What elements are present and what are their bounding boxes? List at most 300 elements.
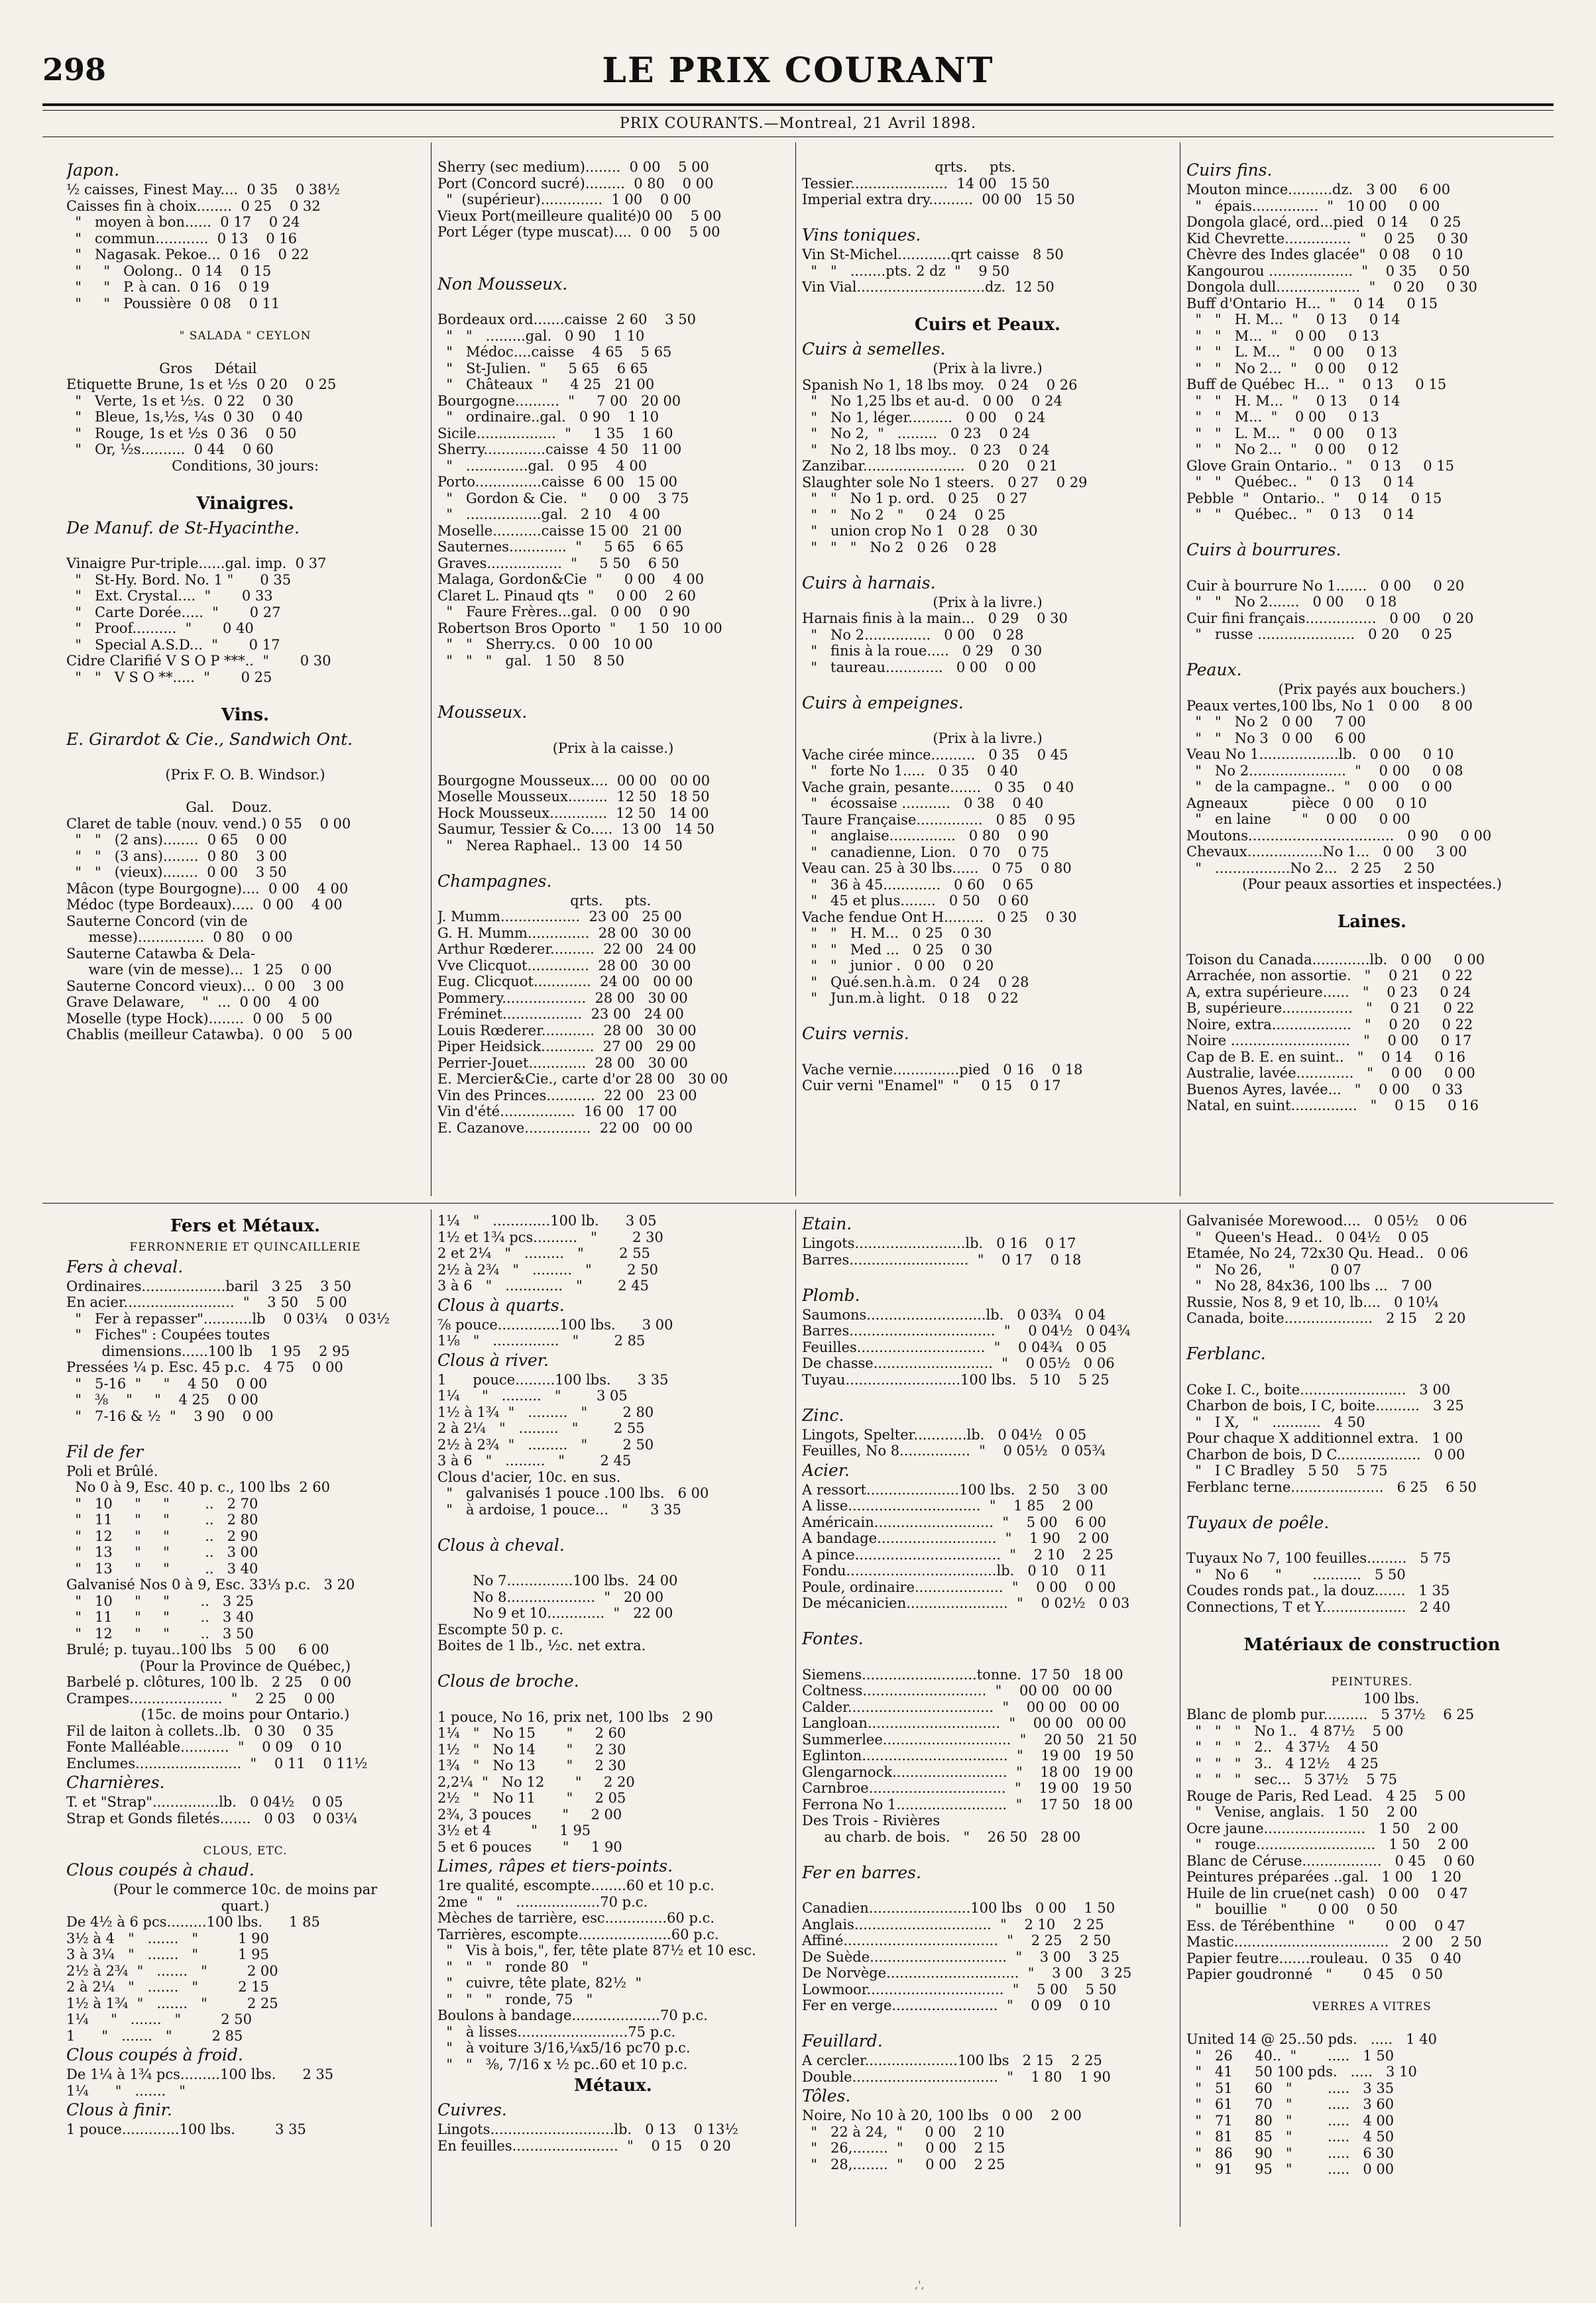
- price-line: A pince................................. " 2 10 2 25: [802, 1546, 1113, 1563]
- price-line: " ordinaire..gal. 0 90 1 10: [437, 409, 659, 425]
- price-line: " I C Bradley 5 50 5 75: [1186, 1463, 1388, 1479]
- price-line: Siemens..........................tonne. 17 50 18 00: [802, 1666, 1123, 1683]
- price-line: [802, 1612, 1173, 1628]
- price-line: De chasse........................... " 0 05½ 0 06: [802, 1355, 1115, 1371]
- price-line: 3 à 3¼ " ....... " 1 95: [66, 1946, 269, 1962]
- price-line: 3½ à 4 " ....... " 1 90: [66, 1930, 269, 1946]
- price-line: " No 1, léger.......... 0 00 0 24: [802, 409, 1046, 425]
- note-line: " SALADA " CEYLON: [179, 329, 312, 343]
- subsection-heading: Plomb.: [802, 1285, 860, 1305]
- price-line: Cuir verni "Enamel" " 0 15 0 17: [802, 1078, 1061, 1094]
- price-line: " en laine " 0 00 0 00: [1186, 811, 1410, 827]
- price-line: Connections, T et Y................... 2 40: [1186, 1599, 1451, 1615]
- price-line: Vache vernie...............pied 0 16 0 18: [802, 1061, 1083, 1078]
- price-line: A, extra supérieure...... " 0 23 0 24: [1186, 983, 1471, 1000]
- price-line: Sherry (sec medium)........ 0 00 5 00: [437, 159, 709, 175]
- price-line: " 71 80 " ..... 4 00: [1186, 2112, 1395, 2129]
- price-line: [66, 751, 424, 767]
- column-teas-vinegars-wines: [66, 159, 424, 1193]
- price-line: " No 28, 84x36, 100 lbs ... 7 00: [1186, 1278, 1432, 1294]
- price-line: " 13 " " .. 3 00: [66, 1544, 258, 1560]
- price-line: [1186, 561, 1558, 578]
- price-line: " 51 60 " ..... 3 35: [1186, 2080, 1395, 2096]
- price-line: Porto...............caisse 6 00 15 00: [437, 474, 678, 490]
- price-line: [437, 669, 789, 685]
- price-line: Noire, extra.................. " 0 20 0 22: [1186, 1016, 1473, 1033]
- price-line: " 61 70 " ..... 3 60: [1186, 2096, 1395, 2112]
- price-line: " moyen à bon...... 0 17 0 24: [66, 214, 300, 230]
- price-line: J. Mumm.................. 23 00 25 00: [437, 909, 682, 925]
- price-line: 3½ et 4 " 1 95: [437, 1823, 591, 1838]
- price-line: " " No 2 " 0 24 0 25: [802, 506, 1006, 523]
- price-line: Russie, Nos 8, 9 et 10, lb.... 0 10¼: [1186, 1294, 1439, 1310]
- price-line: Sauterne Catawba & Dela-: [66, 945, 256, 962]
- price-line: " .................gal. 2 10 4 00: [437, 506, 661, 522]
- subsection-heading: Clous à river.: [437, 1350, 549, 1370]
- price-line: Port Léger (type muscat).... 0 00 5 00: [437, 224, 720, 240]
- price-line: Perrier-Jouet............. 28 00 30 00: [437, 1054, 688, 1071]
- subsection-heading: Clous à finir.: [66, 2100, 172, 2119]
- price-line: " " " No 1.. 4 87½ 5 00: [1186, 1722, 1404, 1739]
- price-line: " Ext. Crystal.... " 0 33: [66, 588, 273, 604]
- price-line: Dongola glacé, ord...pied 0 14 0 25: [1186, 214, 1461, 230]
- price-line: Chèvre des Indes glacée" 0 08 0 10: [1186, 247, 1463, 262]
- price-line: " 22 à 24, " 0 00 2 10: [802, 2123, 1005, 2140]
- price-line: Kangourou ................... " 0 35 0 50: [1186, 262, 1470, 279]
- column-nails-files-metals: [437, 1213, 789, 2227]
- price-line: Chablis (meilleur Catawba). 0 00 5 00: [66, 1027, 353, 1042]
- price-line: [437, 1518, 789, 1534]
- price-line: Anglais............................... " 2 10 2 25: [802, 1916, 1104, 1933]
- price-line: 2¾, 3 pouces " 2 00: [437, 1806, 622, 1823]
- price-line: " russe ...................... 0 20 0 25: [1186, 626, 1453, 642]
- price-line: United 14 @ 25..50 pds. ..... 1 40: [1186, 2031, 1437, 2047]
- price-line: 2½ à 2¾ " ....... " 2 00: [66, 1962, 278, 1979]
- column-divider: [795, 142, 796, 1196]
- price-line: " " H. M... " 0 13 0 14: [1186, 392, 1400, 409]
- price-line: Saumons...........................lb. 0 03¾ 0 04: [802, 1306, 1106, 1323]
- price-line: Gal. Douz.: [66, 799, 272, 815]
- price-line: Glove Grain Ontario.. " 0 13 0 15: [1186, 457, 1455, 474]
- subsection-heading: Clous de broche.: [437, 1671, 579, 1691]
- price-line: Huile de lin crue(net cash) 0 00 0 47: [1186, 1885, 1468, 1901]
- column-divider: [795, 1209, 796, 2227]
- section-heading: Fers et Métaux.: [170, 1216, 321, 1236]
- subsection-heading: Cuirs à empeignes.: [802, 693, 964, 712]
- price-line: [802, 1268, 1173, 1284]
- price-line: Pebble " Ontario.. " 0 14 0 15: [1186, 490, 1442, 506]
- price-line: " No 2, " ......... 0 23 0 24: [802, 425, 1031, 441]
- price-line: Enclumes........................ " 0 11 0 11½: [66, 1755, 368, 1771]
- price-line: [802, 2014, 1173, 2031]
- price-line: Lingots, Spelter............lb. 0 04½ 0 05: [802, 1426, 1087, 1443]
- subsection-heading: Cuivres.: [437, 2100, 507, 2119]
- price-line: Taure Française............... 0 85 0 95: [802, 811, 1076, 828]
- price-line: " rouge........................... 1 50 2 00: [1186, 1836, 1469, 1852]
- price-line: " 7-16 & ½ " 3 90 0 00: [66, 1408, 274, 1424]
- price-line: Fondu..................................lb. 0 10 0 11: [802, 1563, 1108, 1579]
- price-line: " à ardoise, 1 pouce... " 3 35: [437, 1501, 681, 1518]
- price-line: [1186, 523, 1558, 539]
- section-heading: Vins.: [221, 704, 270, 725]
- price-line: Veau No 1..................lb. 0 00 0 10: [1186, 746, 1454, 762]
- subsection-heading: Limes, râpes et tiers-points.: [437, 1856, 673, 1876]
- price-line: Lingots.........................lb. 0 16 0 17: [802, 1235, 1076, 1251]
- subsection-heading: Etain.: [802, 1214, 852, 1233]
- price-line: Affiné................................... " 2 25 2 50: [802, 1933, 1111, 1948]
- price-line: Graves................. " 5 50 6 50: [437, 555, 679, 571]
- price-line: Double................................. " 1 80 1 90: [802, 2068, 1111, 2085]
- price-line: " " " ronde, 75 ": [437, 1991, 593, 2007]
- price-line: " " Québec.. " 0 13 0 14: [1186, 506, 1414, 522]
- price-line: T. et "Strap"...............lb. 0 04½ 0 05: [66, 1794, 343, 1810]
- price-line: [437, 296, 789, 312]
- price-line: Vin St-Michel............qrt caisse 8 50: [802, 247, 1064, 262]
- price-line: " " No 2... " 0 00 0 12: [1186, 441, 1399, 457]
- price-line: Port (Concord sucré)......... 0 80 0 00: [437, 175, 714, 192]
- price-line: Feuilles, No 8................ " 0 05½ 0 05¾: [802, 1443, 1106, 1459]
- price-line: " galvanisés 1 pouce .100 lbs. 6 00: [437, 1485, 709, 1501]
- price-line: [1186, 1983, 1558, 1999]
- price-line: " 12 " " .. 2 90: [66, 1528, 258, 1544]
- note-line: PEINTURES.: [1331, 1675, 1413, 1689]
- price-line: " Faure Frères...gal. 0 00 0 90: [437, 604, 691, 620]
- price-line: Moselle Mousseux......... 12 50 18 50: [437, 789, 710, 805]
- price-line: " " M... " 0 00 0 13: [1186, 327, 1379, 344]
- price-line: Canadien.......................100 lbs 0 00 1 50: [802, 1900, 1115, 1916]
- price-line: 1re qualité, escompte........60 et 10 p.c.: [437, 1878, 714, 1893]
- price-line: " " P. à can. 0 16 0 19: [66, 279, 270, 295]
- price-line: " 28,........ " 0 00 2 25: [802, 2156, 1005, 2172]
- price-line: [1186, 643, 1558, 659]
- price-line: Mastic................................... 2 00 2 50: [1186, 1934, 1482, 1950]
- price-line: Zanzibar....................... 0 20 0 21: [802, 458, 1058, 474]
- price-line: 1¼ " ....... ": [66, 2082, 186, 2099]
- price-line: Vinaigre Pur-triple......gal. imp. 0 37: [66, 555, 327, 571]
- price-line: Sauternes............. " 5 65 6 65: [437, 539, 684, 555]
- subsection-heading: Fer en barres.: [802, 1862, 921, 1882]
- price-line: De Suède............................... " 3 00 3 25: [802, 1948, 1120, 1965]
- subsection-heading: Cuirs vernis.: [802, 1024, 909, 1043]
- price-line: Natal, en suint............... " 0 15 0 16: [1186, 1097, 1479, 1113]
- price-line: Mèches de tarrière, esc..............60 p.c.: [437, 1910, 715, 1926]
- price-line: 2 à 2¼ " ......... " 2 55: [437, 1420, 645, 1436]
- price-line: " " Med ... 0 25 0 30: [802, 941, 993, 958]
- price-line: Américain........................... " 5 00 6 00: [802, 1514, 1106, 1530]
- price-line: [1186, 2015, 1558, 2032]
- price-line: 1½ et 1¾ pcs.......... " 2 30: [437, 1229, 663, 1245]
- price-line: " Queen's Head.. 0 04½ 0 05: [1186, 1229, 1430, 1245]
- price-line: " bouillie " 0 00 0 50: [1186, 1901, 1398, 1917]
- price-line: [1186, 1495, 1558, 1512]
- price-line: [802, 1045, 1173, 1062]
- price-line: Barbelé p. clôtures, 100 lb. 2 25 0 00: [66, 1674, 351, 1690]
- price-line: " (supérieur).............. 1 00 0 00: [437, 192, 691, 207]
- price-line: Etiquette Brune, 1s et ½s 0 20 0 25: [66, 376, 337, 392]
- price-line: " finis à la roue..... 0 29 0 30: [802, 643, 1043, 659]
- price-line: [66, 311, 424, 328]
- price-line: A ressort.....................100 lbs. 2 50 3 00: [802, 1481, 1108, 1498]
- price-line: G. H. Mumm.............. 28 00 30 00: [437, 925, 691, 941]
- price-line: " " (vieux)........ 0 00 3 50: [66, 864, 287, 880]
- price-line: " Vis à bois,", fer, tête plate 87½ et 10 esc.: [437, 1942, 756, 1958]
- price-line: En feuilles........................ " 0 15 0 20: [437, 2137, 731, 2154]
- price-line: Kid Chevrette............... " 0 25 0 30: [1186, 230, 1468, 247]
- subsection-heading: Fontes.: [802, 1629, 864, 1648]
- dateline: PRIX COURANTS.—Montreal, 21 Avril 1898.: [619, 115, 977, 132]
- note-line: (Prix à la livre.): [933, 730, 1043, 746]
- subsection-heading: Fil de fer: [66, 1441, 144, 1461]
- header-rule: [42, 103, 1554, 106]
- price-line: " " " gal. 1 50 8 50: [437, 652, 625, 669]
- price-line: E. Cazanove............... 22 00 00 00: [437, 1119, 693, 1136]
- price-line: Buenos Ayres, lavée... " 0 00 0 33: [1186, 1081, 1463, 1097]
- price-line: [802, 1845, 1173, 1862]
- price-line: No 8.................... " 20 00: [437, 1589, 664, 1605]
- price-line: Tuyaux No 7, 100 feuilles......... 5 75: [1186, 1550, 1452, 1566]
- header-rule-thin: [42, 110, 1554, 111]
- price-line: Imperial extra dry.......... 00 00 15 50: [802, 192, 1075, 207]
- price-line: Galvanisé Nos 0 à 9, Esc. 33⅓ p.c. 3 20: [66, 1577, 355, 1593]
- price-line: " 10 " " .. 3 25: [66, 1593, 254, 1609]
- price-line: ½ caisses, Finest May.... 0 35 0 38½: [66, 182, 340, 197]
- price-line: " union crop No 1 0 28 0 30: [802, 523, 1038, 539]
- price-line: Ocre jaune....................... 1 50 2 00: [1186, 1820, 1459, 1836]
- price-line: " à voiture 3/16,¼x5/16 pc70 p.c.: [437, 2040, 691, 2056]
- price-line: " 36 à 45............. 0 60 0 65: [802, 876, 1034, 893]
- price-line: " " M... " 0 00 0 13: [1186, 409, 1379, 425]
- price-line: " " H. M... " 0 13 0 14: [1186, 311, 1400, 327]
- price-line: Canada, boite.................... 2 15 2 20: [1186, 1310, 1466, 1326]
- price-line: Noire, No 10 à 20, 100 lbs 0 00 2 00: [802, 2107, 1082, 2123]
- price-line: qrts. pts.: [802, 159, 1016, 175]
- price-line: [802, 555, 1173, 572]
- price-line: Mâcon (type Bourgogne).... 0 00 4 00: [66, 880, 349, 897]
- price-line: " No 2, 18 lbs moy.. 0 23 0 24: [802, 441, 1050, 458]
- price-line: Charbon de bois, I C, boite.......... 3 25: [1186, 1398, 1464, 1414]
- price-line: ware (vin de messe)... 1 25 0 00: [66, 962, 332, 978]
- subsection-heading: E. Girardot & Cie., Sandwich Ont.: [66, 729, 353, 749]
- price-line: [66, 1826, 424, 1843]
- price-line: Arrachée, non assortie. " 0 21 0 22: [1186, 968, 1473, 983]
- price-line: " 41 50 100 pds. ..... 3 10: [1186, 2064, 1417, 2080]
- price-line: " " No 3 0 00 6 00: [1186, 730, 1366, 746]
- price-line: Harnais finis à la main... 0 29 0 30: [802, 610, 1068, 626]
- subsection-heading: Japon.: [66, 160, 120, 180]
- price-line: [66, 1424, 424, 1441]
- price-line: " ..............gal. 0 95 4 00: [437, 457, 648, 474]
- price-line: 3 à 6 " ............. " 2 45: [437, 1278, 649, 1294]
- price-line: " No 2............... 0 00 0 28: [802, 626, 1024, 643]
- price-line: Barres................................. " 0 04½ 0 04¾: [802, 1323, 1131, 1339]
- price-line: " Proof.......... " 0 40: [66, 620, 254, 636]
- price-line: 5 et 6 pouces " 1 90: [437, 1838, 622, 1855]
- price-line: Bordeaux ord.......caisse 2 60 3 50: [437, 311, 696, 327]
- price-line: Louis Rœderer............ 28 00 30 00: [437, 1022, 697, 1039]
- price-line: Pour chaque X additionnel extra. 1 00: [1186, 1430, 1463, 1446]
- price-line: [437, 854, 789, 870]
- price-line: Vin des Princes........... 22 00 23 00: [437, 1087, 697, 1103]
- price-line: Piper Heidsick............ 27 00 29 00: [437, 1039, 697, 1054]
- price-line: Etamée, No 24, 72x30 Qu. Head.. 0 06: [1186, 1245, 1469, 1261]
- price-line: " " ⅜, 7/16 x ½ pc..60 et 10 p.c.: [437, 2056, 688, 2072]
- price-line: Blanc de Céruse.................. 0 45 0 60: [1186, 1852, 1475, 1869]
- subsection-heading: Acier.: [802, 1460, 850, 1480]
- price-line: [437, 1693, 789, 1709]
- price-line: " " (3 ans)........ 0 80 3 00: [66, 848, 287, 864]
- price-line: " No 1,25 lbs et au-d. 0 00 0 24: [802, 393, 1062, 409]
- subsection-heading: Cuirs à semelles.: [802, 339, 946, 359]
- price-line: [437, 1557, 789, 1573]
- price-line: 2 à 2¼ " ....... " 2 15: [66, 1979, 269, 1995]
- price-line: Ferblanc terne..................... 6 25 6 50: [1186, 1479, 1477, 1495]
- price-line: au charb. de bois. " 26 50 28 00: [802, 1828, 1081, 1845]
- price-line: [802, 1007, 1173, 1023]
- price-line: " canadienne, Lion. 0 70 0 75: [802, 844, 1049, 860]
- price-line: [1186, 1615, 1558, 1632]
- price-line: 1 " ....... " 2 85: [66, 2027, 243, 2044]
- price-line: Fréminet.................. 23 00 24 00: [437, 1006, 684, 1022]
- subsection-heading: Cuirs à harnais.: [802, 573, 936, 592]
- price-line: " " L. M... " 0 00 0 13: [1186, 425, 1398, 441]
- price-line: De Norvège.............................. " 3 00 3 25: [802, 1965, 1132, 1981]
- price-line: 1⅛ " ............... " 2 85: [437, 1333, 646, 1349]
- price-line: Vache cirée mince.......... 0 35 0 45: [802, 746, 1068, 763]
- price-line: Glengarnock.......................... " 18 00 19 00: [802, 1764, 1133, 1780]
- price-line: 2½ " No 11 " 2 05: [437, 1790, 626, 1806]
- price-line: 2 et 2¼ " ......... " 2 55: [437, 1245, 650, 1261]
- note-line: (Prix à la caisse.): [552, 740, 674, 756]
- journal-title: LE PRIX COURANT: [602, 50, 994, 91]
- price-line: Moselle...........caisse 15 00 21 00: [437, 522, 682, 539]
- column-irons-nails: [66, 1213, 424, 2227]
- price-line: [1186, 1365, 1558, 1382]
- price-line: Blanc de plomb pur.......... 5 37½ 6 25: [1186, 1707, 1475, 1722]
- subsection-heading: De Manuf. de St-Hyacinthe.: [66, 518, 300, 537]
- price-line: 100 lbs.: [1186, 1690, 1420, 1707]
- price-line: B, supérieure................ " 0 21 0 22: [1186, 1000, 1475, 1016]
- price-line: Charbon de bois, D C................... 0 00: [1186, 1446, 1465, 1463]
- price-line: Bourgogne.......... " 7 00 20 00: [437, 392, 681, 409]
- price-line: [437, 241, 789, 257]
- section-heading: Vinaigres.: [196, 493, 294, 514]
- price-line: Chevaux.................No 1... 0 00 3 00: [1186, 844, 1467, 860]
- price-line: " " junior . 0 00 0 20: [802, 958, 994, 974]
- price-line: Pressées ¼ p. Esc. 45 p.c. 4 75 0 00: [66, 1359, 343, 1375]
- column-fine-leathers-wools: [1186, 159, 1558, 1193]
- price-line: [802, 714, 1173, 731]
- price-line: Summerlee............................. " 20 50 21 50: [802, 1731, 1137, 1748]
- subsection-heading: Fers à cheval.: [66, 1257, 184, 1276]
- price-line: Coke I. C., boite........................ 3 00: [1186, 1381, 1451, 1398]
- price-line: dimensions......100 lb 1 95 2 95: [66, 1343, 350, 1359]
- section-divider: [42, 1203, 1554, 1204]
- price-line: " Special A.S.D... " 0 17: [66, 636, 280, 653]
- price-line: " 45 et plus........ 0 50 0 60: [802, 893, 1029, 909]
- price-line: 2½ à 2¾ " ......... " 2 50: [437, 1261, 658, 1278]
- price-line: Cidre Clarifié V S O P ***.. " 0 30: [66, 653, 331, 669]
- price-line: " 81 85 " ..... 4 50: [1186, 2129, 1395, 2145]
- price-line: Sauterne Concord vieux)... 0 00 3 00: [66, 978, 344, 994]
- price-line: De 4½ à 6 pcs.........100 lbs. 1 85: [66, 1914, 320, 1930]
- price-line: Calder................................. " 00 00 00 00: [802, 1699, 1120, 1715]
- column-wines-champagnes: [437, 159, 789, 1193]
- price-line: " Jun.m.à light. 0 18 0 22: [802, 990, 1019, 1006]
- price-line: " Nagasak. Pekoe... 0 16 0 22: [66, 247, 310, 262]
- price-line: " écossaise ........... 0 38 0 40: [802, 795, 1044, 811]
- price-line: Boites de 1 lb., ½c. net extra.: [437, 1638, 646, 1654]
- price-line: [66, 474, 424, 490]
- price-line: " 91 95 " ..... 0 00: [1186, 2161, 1395, 2177]
- price-line: Des Trois - Rivières: [802, 1813, 940, 1828]
- price-line: " Nerea Raphael.. 13 00 14 50: [437, 837, 683, 854]
- price-line: Pommery................... 28 00 30 00: [437, 989, 688, 1006]
- price-line: 1¼ " No 15 " 2 60: [437, 1725, 626, 1741]
- price-line: " Fer à repasser"...........lb 0 03¼ 0 03½: [66, 1310, 390, 1327]
- price-line: [802, 1884, 1173, 1901]
- price-line: " Verte, 1s et ½s. 0 22 0 30: [66, 392, 294, 409]
- price-line: Médoc (type Bordeaux)..... 0 00 4 00: [66, 897, 343, 913]
- price-line: " " L. M... " 0 00 0 13: [1186, 344, 1398, 360]
- price-line: [802, 296, 1173, 312]
- price-line: Papier goudronné " 0 45 0 50: [1186, 1966, 1443, 1982]
- section-heading: Matériaux de construction: [1243, 1634, 1501, 1655]
- page-number: 298: [42, 52, 107, 87]
- price-line: " " No 2....... 0 00 0 18: [1186, 594, 1397, 610]
- price-line: Robertson Bros Oporto " 1 50 10 00: [437, 620, 722, 636]
- note-line: Conditions, 30 jours:: [172, 457, 319, 474]
- column-tin-lead-steel: [802, 1213, 1173, 2227]
- subsection-heading: Vins toniques.: [802, 225, 921, 245]
- price-line: " " " 3.. 4 12½ 4 25: [1186, 1755, 1379, 1771]
- price-line: [66, 539, 424, 556]
- price-line: " 26 40.. " ..... 1 50: [1186, 2047, 1395, 2064]
- price-line: messe)............... 0 80 0 00: [66, 929, 293, 945]
- price-line: " Qué.sen.h.à.m. 0 24 0 28: [802, 974, 1029, 990]
- price-line: De mécanicien....................... " 0 02½ 0 03: [802, 1595, 1130, 1611]
- price-line: " à lisses.........................75 p.c.: [437, 2023, 676, 2040]
- price-line: Moutons................................. 0 90 0 00: [1186, 827, 1492, 844]
- price-line: Moselle (type Hock)........ 0 00 5 00: [66, 1010, 333, 1027]
- price-line: Slaughter sole No 1 steers. 0 27 0 29: [802, 474, 1088, 490]
- price-line: " 5-16 " " 4 50 0 00: [66, 1375, 268, 1392]
- price-line: 1¼ " ......... " 3 05: [437, 1388, 628, 1404]
- price-line: Tarrières, escompte.....................60 p.c.: [437, 1926, 719, 1942]
- price-line: Sherry..............caisse 4 50 11 00: [437, 441, 682, 457]
- price-line: Peaux vertes,100 lbs, No 1 0 00 8 00: [1186, 697, 1473, 714]
- price-line: Brulé; p. tuyau..100 lbs 5 00 6 00: [66, 1642, 329, 1657]
- note-line: (Prix à la livre.): [933, 594, 1043, 610]
- price-line: [1186, 935, 1558, 952]
- price-line: " Carte Dorée..... " 0 27: [66, 604, 281, 620]
- price-line: Noire ........................... " 0 00 0 17: [1186, 1033, 1472, 1048]
- price-line: Lingots............................lb. 0 13 0 13½: [437, 2121, 738, 2137]
- price-line: 1¼ " ....... " 2 50: [66, 2011, 253, 2027]
- price-line: Tuyau..........................100 lbs. 5 10 5 25: [802, 1371, 1110, 1388]
- price-line: Malaga, Gordon&Cie " 0 00 4 00: [437, 571, 705, 587]
- price-line: " " No 2... " 0 00 0 12: [1186, 360, 1399, 376]
- price-line: " Bleue, 1s,½s, ¼s 0 30 0 40: [66, 409, 303, 425]
- price-line: Boulons à bandage....................70 p.c.: [437, 2007, 708, 2023]
- price-line: Vin d'été................. 16 00 17 00: [437, 1103, 677, 1119]
- note-line: (Prix F. O. B. Windsor.): [165, 767, 325, 783]
- price-line: Vve Clicquot.............. 28 00 30 00: [437, 957, 691, 974]
- price-line: [802, 1650, 1173, 1667]
- price-line: No 9 et 10............. " 22 00: [437, 1605, 673, 1621]
- subsection-heading: Champagnes.: [437, 871, 552, 891]
- price-line: [1186, 1534, 1558, 1551]
- price-line: Tessier...................... 14 00 15 50: [802, 175, 1050, 192]
